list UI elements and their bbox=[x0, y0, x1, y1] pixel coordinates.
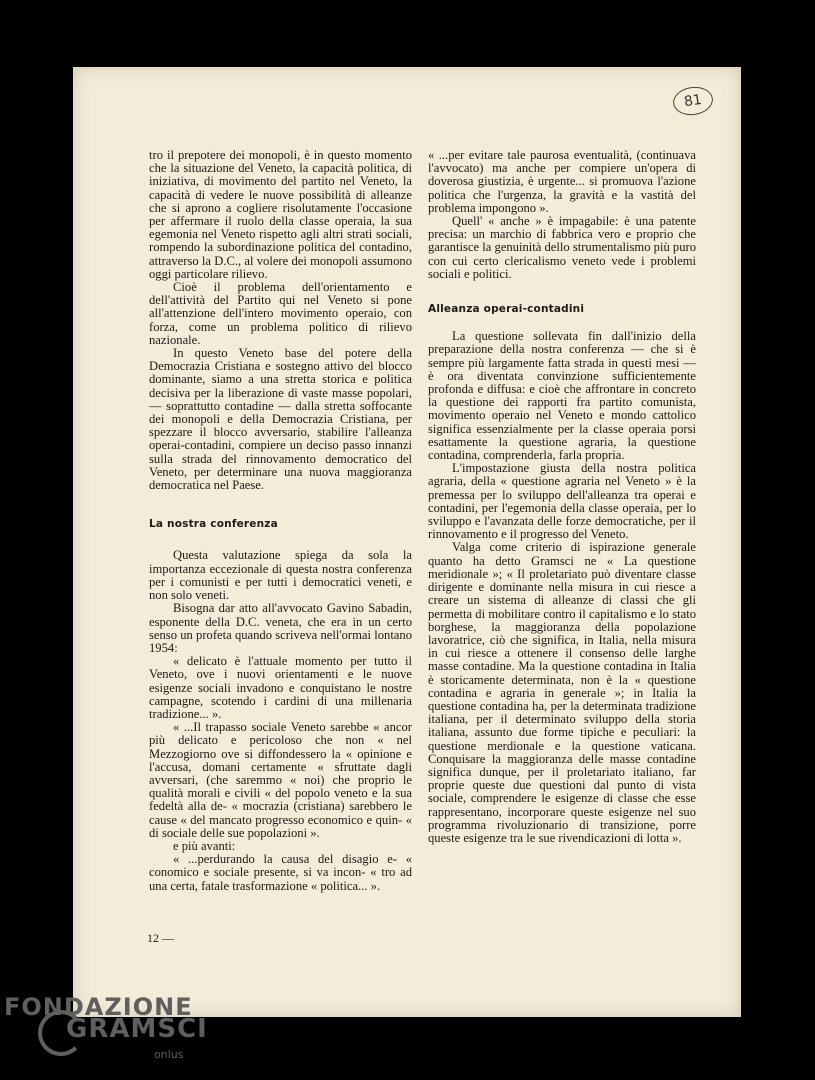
paragraph: L'impostazione giusta della nostra politica agraria, della « questione agraria nel Veneto » è la premessa per lo sviluppo dell'alleanza tra operai e contadini, per l'egemonia della classe operaia, per lo sviluppo e l'avanzata delle forze democratiche, per il rinnovamento e il progresso del Veneto. bbox=[428, 461, 696, 542]
logo-line-1: FONDAZIONE bbox=[4, 993, 193, 1021]
paragraph: Bisogna dar atto all'avvocato Gavino Sabadin, esponente della D.C. veneta, che era in un certo senso un profeta quando scriveva nell'ormai lontano 1954: bbox=[149, 601, 412, 655]
paragraph: La questione sollevata fin dall'inizio della preparazione della nostra conferenza — che si è sempre più largamente fatta strada in questi mesi — è ora diventata convinzione sufficientemente profonda e diffusa: e cioè che affrontare in concreto la questione dei rapporti fra partito comunista, movimento operaio nel Veneto e mondo cattolico significa essenzialmente per la classe operaia porsi esattamente la questione agraria, la questione contadina, comprenderla, farla propria. bbox=[428, 329, 696, 463]
paragraph: Cioè il problema dell'orientamento e dell'attività del Partito qui nel Veneto si pone all'attenzione dell'intero movimento operaio, con forza, come un problema politico di rilievo nazionale. bbox=[149, 280, 412, 347]
paragraph: In questo Veneto base del potere della Democrazia Cristiana e sostegno attivo del blocco dominante, siamo a una stretta storica e politica decisiva per la liberazione di vaste masse popolari, — soprattutto contadine — dalla stretta soffocante dei monopoli e della Democrazia Cristiana, per spezzare il blocco avversario, stabilire l'alleanza operai-contadini, compiere un deciso passo innanzi sulla strada del rinnovamento democratico del Veneto, per determinare una nuova maggioranza democratica nel Paese. bbox=[149, 346, 412, 493]
paragraph: tro il prepotere dei monopoli, è in questo momento che la situazione del Veneto, la capacità politica, di iniziativa, di movimento del partito nel Veneto, la capacità di vedere le nuove possibilità di alleanze che si aprono a cogliere risolutamente l'occasione per affermare il ruolo della classe operaia, la sua egemonia nel Veneto rispetto agli altri strati sociali, rompendo la subordinazione politica del contadino, attraverso la D.C., al volere dei monopoli assumono oggi particolare rilievo. bbox=[149, 148, 412, 281]
paragraph: Valga come criterio di ispirazione generale quanto ha detto Gramsci ne « La questione meridionale »; « Il proletariato può diventare classe dirigente e dominante nella misura in cui riesce a creare un sistema di alleanze di classi che gli permetta di mobilitare contro il capitalismo e lo stato borghese, la maggioranza della popolazione lavoratrice, ciò che significa, in Italia, nella misura in cui riesce a ottenere il consenso delle larghe masse contadine. Ma la questione contadina in Italia è storicamente determinata, non è la « questione contadina e agraria in generale »; in Italia la questione contadina ha, per la determinata tradizione italiana, per il determinato sviluppo della storia italiana, assunto due forme tipiche e peculiari: la questione merdionale e la questione vaticana. Conquisare la maggioranza delle masse contadine significa dunque, per il proletariato italiano, far proprie queste due questioni dal punto di vista sociale, comprendere le esigenze di classe che esse rappresentano, incorporare queste esigenze nel suo programma rivoluzionario di transizione, porre queste esigenze tra le sue rivendicazioni di lotta ». bbox=[428, 540, 696, 845]
paragraph: e più avanti: bbox=[173, 838, 236, 853]
section-heading: La nostra conferenza bbox=[149, 518, 278, 531]
fondazione-gramsci-logo bbox=[4, 988, 234, 1078]
paragraph: Questa valutazione spiega da sola la importanza eccezionale di questa nostra conferenza per i comunisti e per tutti i democratici veneti, e non solo veneti. bbox=[149, 548, 412, 603]
document-page bbox=[73, 67, 741, 1017]
logo-line-2: GRAMSCI bbox=[66, 1014, 208, 1044]
section-heading: Alleanza operai-contadini bbox=[428, 303, 585, 316]
quote-paragraph: « ...perdurando la causa del disagio e- « conomico e sociale presente, si va incon- « tro ad una certa, fatale trasformazione « politica... ». bbox=[149, 852, 412, 893]
quote-paragraph: « ...per evitare tale paurosa eventualità, (continuava l'avvocato) ma anche per compiere un'opera di doverosa giustizia, è urgente... si promuova l'azione politica che l'urgenza, la gravità e la vastità del problema impongono ». bbox=[428, 148, 696, 215]
quote-paragraph: « ...Il trapasso sociale Veneto sarebbe « ancor più delicato e pericoloso che non « nel Mezzogiorno ove si diffondessero la « opinione e l'accusa, domani certamente « sfruttate dagli avversari, (che saremmo « noi) che proprio le qualità morali e civili « del popolo veneto e la sua fedeltà alla de- « mocrazia (cristiana) sarebbero le cause « del mancato progresso economico e quin- « di sociale delle sue popolazioni ». bbox=[149, 720, 412, 840]
left-column bbox=[149, 149, 412, 893]
right-column bbox=[428, 149, 696, 845]
page-number: 12 — bbox=[147, 931, 174, 945]
paragraph: Quell' « anche » è impagabile: è una patente precisa: un marchio di fabbrica vero e proprio che garantisce la genuinità dello strumentalismo più puro con cui certo clericalismo veneto vede i problemi sociali e politici. bbox=[428, 214, 696, 281]
archive-stamp: 81 bbox=[671, 84, 715, 117]
quote-paragraph: « delicato è l'attuale momento per tutto il Veneto, ove i nuovi orientamenti e le nuove esigenze sociali invadono e conquistano le nostre campagne, scotendo i cardini di una millenaria tradizione... ». bbox=[149, 654, 412, 721]
logo-line-3: onlus bbox=[154, 1048, 184, 1061]
